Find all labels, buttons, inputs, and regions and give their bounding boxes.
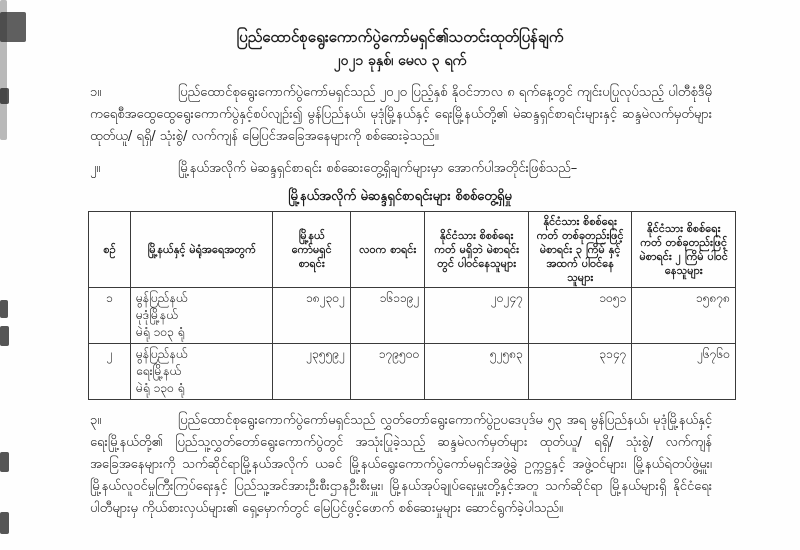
paragraph-2-number: ၂။ (90, 161, 101, 176)
voter-list-table (88, 211, 736, 400)
document-title: ပြည်ထောင်စုရွေးကောက်ပွဲကော်မရှင်၏သတင်းထုတ်ပြန်ချက် (236, 28, 564, 46)
scan-artifact (0, 512, 9, 534)
scan-artifact (0, 452, 9, 472)
row2-no-card: ၅၂၅၈၃ (425, 344, 529, 400)
paragraph-1-text: ပြည်ထောင်စုရွေးကောက်ပွဲကော်မရှင်သည် ၂၀၂၀ ပြည့်နှစ် နိုဝင်ဘာလ ၈ ရက်နေ့တွင် ကျင်းပပြုလုပ်သည့် ပါတီစုံဒီမိုကရေစီအထွေထွေရွေးကောက်ပွဲနှင့်စပ်လျဉ်း၍ မွန်ပြည်နယ်၊ မုဒုံမြို့နယ်နှင့် ရေးမြို့နယ်တို့၏ မဲဆန္ဒရှင်စာရင်းများနှင့် ဆန္ဒမဲလက်မှတ်များ ထုတ်ယူ/ ရရှိ/ သုံးစွဲ/ လက်ကျန် မြေပြင်အခြေအနေများကို စစ်ဆေးခဲ့သည်။ (90, 85, 712, 144)
paragraph-3 (90, 410, 712, 520)
row2-immigration-list: ၁၇၉၅၀၀ (351, 344, 425, 400)
table-title: မြို့နယ်အလိုက် မဲဆန္ဒရှင်စာရင်းများ စိစစ်တွေ့ရှိမှု (288, 189, 512, 204)
header-township: မြို့နယ်နှင့် မဲရုံအရေအတွက် (131, 212, 273, 288)
scan-artifact (0, 12, 26, 42)
paragraph-3-text: ပြည်ထောင်စုရွေးကောက်ပွဲကော်မရှင်သည် လွှတ်တော်ရွေးကောက်ပွဲဥပဒေပုဒ်မ ၅၃ အရ မွန်ပြည်နယ်၊ မုဒုံမြို့နယ်နှင့် ရေးမြို့နယ်တို့၏ ပြည်သူ့လွှတ်တော်ရွေးကောက်ပွဲတွင် အသုံးပြုခဲ့သည့် ဆန္ဒမဲလက်မှတ်များ ထုတ်ယူ/ ရရှိ/ သုံးစွဲ/ လက်ကျန် အခြေအနေများကို သက်ဆိုင်ရာမြို့နယ်အလိုက် ယခင် မြို့နယ်ရွေးကောက်ပွဲကော်မရှင်အဖွဲ့ခွဲ ဥက္ကဋ္ဌနှင့် အဖွဲ့ဝင်များ၊ မြို့နယ်ရဲတပ်ဖွဲ့မှူး၊ မြို့နယ်လူဝင်မှုကြီးကြပ်ရေးနှင့် ပြည်သူ့အင်အားဦးစီးဌာနဦးစီးမှူး၊ မြို့နယ်အုပ်ချုပ်ရေးမှူးတို့နှင့်အတူ သက်ဆိုင်ရာ မြို့နယ်များရှိ နိုင်ငံရေးပါတီများမှ ကိုယ်စားလှယ်များ၏ ရှေ့မှောက်တွင် မြေပြင်ဖွင့်ဖောက် စစ်ဆေးမှုများ ဆောင်ရွက်ခဲ့ပါသည်။ (90, 413, 712, 516)
header-three-plus-times: နိုင်ငံသား စိစစ်ရေးကတ် တစ်ခုတည်းဖြင့် မဲစာရင်း ၃ ကြိမ် နှင့် အထက် ပါဝင်နေသူများ (528, 212, 632, 288)
header-serial: စဉ် (89, 212, 131, 288)
row1-two-times: ၁၅၈၇၈ (632, 288, 736, 344)
header-immigration-list: လဝက စာရင်း (351, 212, 425, 288)
document-date: ၂၀၂၁ ခုနှစ်၊ မေလ ၃ ရက် (333, 53, 467, 69)
row2-township-line3: မဲရုံ ၁၃၀ ရုံ (136, 381, 185, 395)
paragraph-2 (90, 158, 712, 180)
paragraph-1-number: ၁။ (90, 85, 102, 100)
paragraph-1 (90, 82, 712, 148)
row2-three-plus-times: ၃၁၄၇ (528, 344, 632, 400)
scan-artifact (0, 88, 9, 104)
header-two-times: နိုင်ငံသား စိစစ်ရေးကတ် တစ်ခုတည်းဖြင့် မဲစာရင်း ၂ ကြိမ် ပါဝင်နေသူများ (632, 212, 736, 288)
header-no-card: နိုင်ငံသား စိစစ်ရေးကတ် မရှိဘဲ မဲစာရင်းတွင် ပါဝင်နေသူများ (425, 212, 529, 288)
row1-township (131, 288, 273, 344)
row1-three-plus-times: ၁၀၅၁ (528, 288, 632, 344)
row2-two-times: ၂၆၇၆၀ (632, 344, 736, 400)
header-commission-list: မြို့နယ် ကော်မရှင် စာရင်း (273, 212, 351, 288)
row1-township-line2: မုဒုံမြို့နယ် (136, 308, 178, 322)
scan-artifact (0, 326, 9, 346)
paragraph-2-text: မြို့နယ်အလိုက် မဲဆန္ဒရှင်စာရင်း စစ်ဆေးတွေ့ရှိချက်များမှာ အောက်ပါအတိုင်းဖြစ်သည်– (178, 161, 578, 176)
row2-serial: ၂ (89, 344, 131, 400)
paragraph-3-number: ၃။ (90, 413, 102, 428)
row1-immigration-list: ၁၆၁၁၉၂ (351, 288, 425, 344)
row2-township-line1: မွန်ပြည်နယ် (136, 347, 188, 361)
scan-artifact (0, 300, 8, 318)
row2-township-line2: ရေးမြို့နယ် (136, 364, 182, 378)
table-row (89, 288, 736, 344)
row1-serial: ၁ (89, 288, 131, 344)
row1-township-line1: မွန်ပြည်နယ် (136, 291, 188, 305)
table-row (89, 344, 736, 400)
row1-commission-list: ၁၈၂၃၀၂ (273, 288, 351, 344)
row2-township (131, 344, 273, 400)
row1-township-line3: မဲရုံ ၁၀၃ ရုံ (136, 325, 185, 339)
table-header-row (89, 212, 736, 288)
row1-no-card: ၂၀၂၄၇ (425, 288, 529, 344)
row2-commission-list: ၂၃၅၅၉၂ (273, 344, 351, 400)
